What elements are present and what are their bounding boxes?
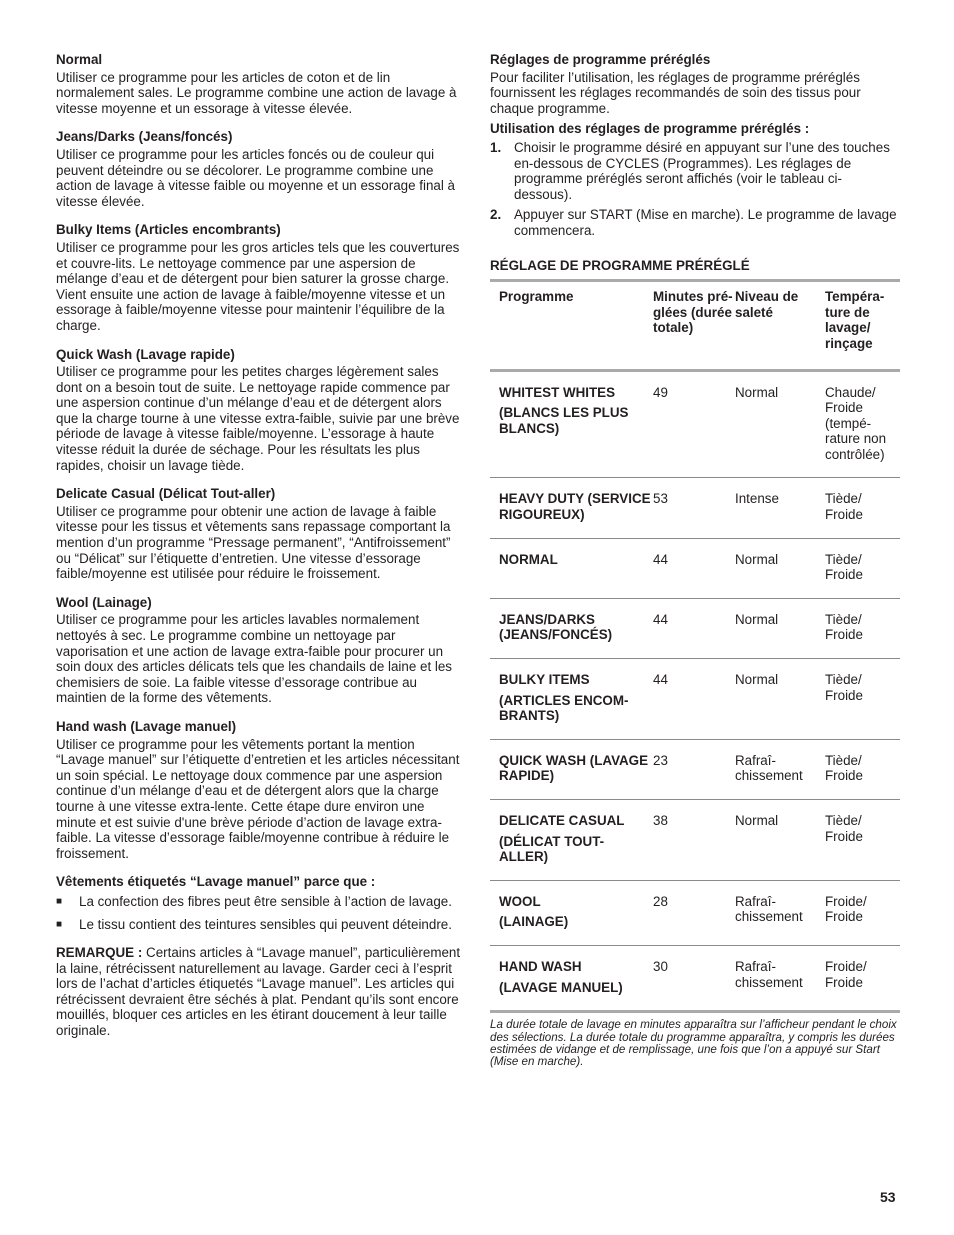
section-body: Utiliser ce programme pour les petites charges légèrement sales dont on a besoin tout de suite. Le nettoyage rapide commence par une aspersion continue d’un mélange d’eau et de détergent alors que la charge tourne à une vitesse extra-faible, suivie par une brève période de lavage à vitesse faible/moyenne. L’essorage à haute vitesse réduit la durée de séchage. Pour les résultats les plus rapides, choisir un lavage tiède. [56,364,460,473]
cell-temp: Tiède/ Froide [825,551,863,583]
bullet-square-icon: ■ [56,918,63,930]
preset-use-title: Utilisation des réglages de programme préréglés : [490,121,810,137]
cell-program [490,800,653,881]
cell-minutes: 53 [653,491,668,507]
cell-temp: Tiède/ Froide [825,813,863,844]
program-name: HAND WASH [499,958,582,974]
cell-temp: Tiède/ Froide [825,752,863,784]
cell-soil: Normal [735,672,779,688]
table-header-row [490,282,900,370]
preset-section [490,52,900,116]
cell-minutes: 23 [653,752,668,768]
step-text: Appuyer sur START (Mise en marche). Le programme de lavage commencera. [514,207,897,238]
bullet-square-icon: ■ [56,895,63,907]
cell-program [490,739,653,799]
program-name: NORMAL [499,551,558,567]
section-title: Bulky Items (Articles encombrants) [56,222,281,238]
left-column [56,52,462,1039]
cell-soil: Normal [735,551,779,567]
section-body: Utiliser ce programme pour obtenir une action de lavage à faible vitesse pour les tissus et vêtements sans repassage comportant la mention d’un programme “Pressage permanent”, “Antifroissement” ou “Délicat” sur l’étiquette d’entretien. Une vitesse d’essorage faible/moyenne est utilisée pour réduire le froissement. [56,503,451,582]
section-normal [56,52,462,116]
list-item-text: Le tissu contient des teintures sensibles qui peuvent déteindre. [79,916,452,932]
table-row [490,945,900,1011]
table-row [490,538,900,598]
program-name: WHITEST WHITES [499,384,616,400]
cell-minutes: 44 [653,672,668,688]
cell-soil: Normal [735,611,779,627]
program-name: DELICATE CASUAL [499,813,625,828]
section-body: Utiliser ce programme pour les vêtements portant la mention “Lavage manuel” sur l’étiquette d’entretien et les articles nécessitant un soin spécial. Le nettoyage doux commence par une aspersion continue d’un mélange d’eau et de détergent alors que la charge tourne à une vitesse extra-lente. Cette étape dure environ une minute et est suivie d'une brève période d’action de lavage extra-faible. La vitesse d’essorage faible/moyenne contribue à réduire le froissement. [56,736,460,861]
header-minutes: Minutes pré- glées (durée totale) [653,289,733,336]
preset-body: Pour faciliter l’utilisation, les réglages de programme préréglés fournissent les réglages recommandés de soin des tissus pour chaque programme. [490,69,861,116]
list-item-text: La confection des fibres peut être sensible à l’action de lavage. [79,893,452,909]
cell-program [490,945,653,1011]
program-name: HEAVY DUTY (SERVICE RIGOUREUX) [499,491,651,523]
cell-soil: Rafraî- chissement [735,893,803,925]
program-subname: (LAVAGE MANUEL) [499,979,623,995]
section-quick-wash [56,347,462,474]
cell-soil: Normal [735,813,779,828]
cell-temp: Chaude/ Froide (tempé- rature non contrôlée) [825,384,887,462]
header-soil-level: Niveau de saleté [735,289,799,320]
section-delicate-casual [56,486,462,582]
cell-program [490,478,653,538]
reasons-title: Vêtements étiquetés “Lavage manuel” parce que : [56,874,376,890]
table-row [490,739,900,799]
cell-temp: Froide/ Froide [825,958,867,990]
step-number: 1. [490,139,502,155]
preset-title: Réglages de programme préréglés [490,52,711,67]
section-body: Utiliser ce programme pour les articles foncés ou de couleur qui peuvent déteindre ou se décolorer. Le programme combine une action de lavage à vitesse faible ou moyenne et un essorage final à vitesse élevée. [56,146,456,209]
section-title: Wool (Lainage) [56,594,152,610]
cell-minutes: 44 [653,551,668,567]
table-title: RÉGLAGE DE PROGRAMME PRÉRÉGLÉ [490,258,900,283]
section-jeans-darks [56,129,462,209]
table-row [490,659,900,740]
program-name: BULKY ITEMS [499,672,590,688]
section-body: Utiliser ce programme pour les gros articles tels que les couvertures et couvre-lits. Le nettoyage commence par une aspersion de mélange d’eau et de détergent pour bien saturer la grosse charge. Vient ensuite une action de lavage à faible/moyenne vitesse et un essorage à faible/moyenne vitesse pour maintenir l’équilibre de la charge. [56,239,460,333]
cell-minutes: 28 [653,893,668,909]
cell-minutes: 38 [653,813,668,828]
program-subname: (LAINAGE) [499,914,569,930]
cell-program [490,659,653,740]
cell-minutes: 49 [653,384,668,400]
list-item [56,917,462,933]
cell-minutes: 30 [653,958,668,974]
cell-minutes: 44 [653,611,668,627]
section-body: Utiliser ce programme pour les articles de coton et de lin normalement sales. Le programme combine une action de lavage à vitesse moyenne et un essorage à vitesse élevée. [56,69,457,116]
section-title: Quick Wash (Lavage rapide) [56,346,235,362]
cell-temp: Tiède/ Froide [825,672,863,703]
cell-soil: Intense [735,491,779,507]
cell-soil: Rafraî- chissement [735,958,803,990]
table-footnote: La durée totale de lavage en minutes apparaîtra sur l’afficheur pendant le choix des sélections. La durée totale du programme apparaîtra, y compris les durées estimées de vidange et de remplissage, une fois que l’on a appuyé sur Start (Mise en marche). [490,1018,897,1069]
table-row [490,598,900,658]
section-title: Delicate Casual (Délicat Tout-aller) [56,486,276,502]
cell-soil: Normal [735,384,779,400]
program-name: JEANS/DARKS (JEANS/FONCÉS) [499,611,613,643]
cell-program [490,370,653,478]
section-title: Jeans/Darks (Jeans/foncés) [56,129,233,145]
note-paragraph [56,945,462,1039]
cell-program [490,598,653,658]
header-program: Programme [499,289,574,305]
list-item [56,894,462,910]
program-name: WOOL [499,893,541,909]
table-row [490,800,900,881]
note-text: Certains articles à “Lavage manuel”, particulièrement la laine, rétrécissent naturellement au lavage. Garder ceci à l’esprit lors de l’achat d’articles étiquetés “Lavage manuel”. Les articles qui rétrécissent devraient être séchés à plat. Pendant qu’ils sont encore mouillés, bloquer ces articles en les étirant doucement à leur taille originale. [56,945,461,1039]
table-row [490,478,900,538]
program-subname: (DÉLICAT TOUT- ALLER) [499,833,605,865]
step-number: 2. [490,207,502,223]
step-item [490,140,900,202]
cell-temp: Tiède/ Froide [825,491,863,523]
section-hand-wash [56,719,462,861]
cell-temp: Tiède/ Froide [825,611,863,643]
step-item [490,207,900,238]
cell-program [490,880,653,945]
cell-program [490,538,653,598]
header-temperature: Tempéra- ture de lavage/ rinçage [825,289,885,351]
program-name: QUICK WASH (LAVAGE RAPIDE) [499,752,649,784]
program-subname: (BLANCS LES PLUS BLANCS) [499,405,629,436]
section-title: Normal [56,52,103,67]
step-text: Choisir le programme désiré en appuyant sur l’une des touches en-dessous de CYCLES (Programmes). Les réglages de programme préréglés seront affichés (voir le tableau ci-dessous). [514,139,890,202]
table-row [490,880,900,945]
cell-temp: Froide/ Froide [825,893,867,925]
cell-soil: Rafraî- chissement [735,752,803,784]
page-number: 53 [880,1189,896,1205]
hand-wash-reasons [56,874,462,932]
right-column [490,52,900,1069]
section-wool [56,595,462,706]
section-body: Utiliser ce programme pour les articles lavables normalement nettoyés à sec. Le programme combine un nettoyage par vaporisation et une action de lavage extra-faible pour procurer un soin doux des articles délicats tels que les chandails de laine et les chemisiers de soie. La faible vitesse d’essorage contribue au maintien de la forme des vêtements. [56,612,452,706]
note-label: REMARQUE : [56,945,143,961]
section-bulky-items [56,222,462,333]
section-title: Hand wash (Lavage manuel) [56,718,237,734]
program-subname: (ARTICLES ENCOM- BRANTS) [499,692,629,724]
preset-table [490,282,900,1013]
table-row [490,370,900,478]
